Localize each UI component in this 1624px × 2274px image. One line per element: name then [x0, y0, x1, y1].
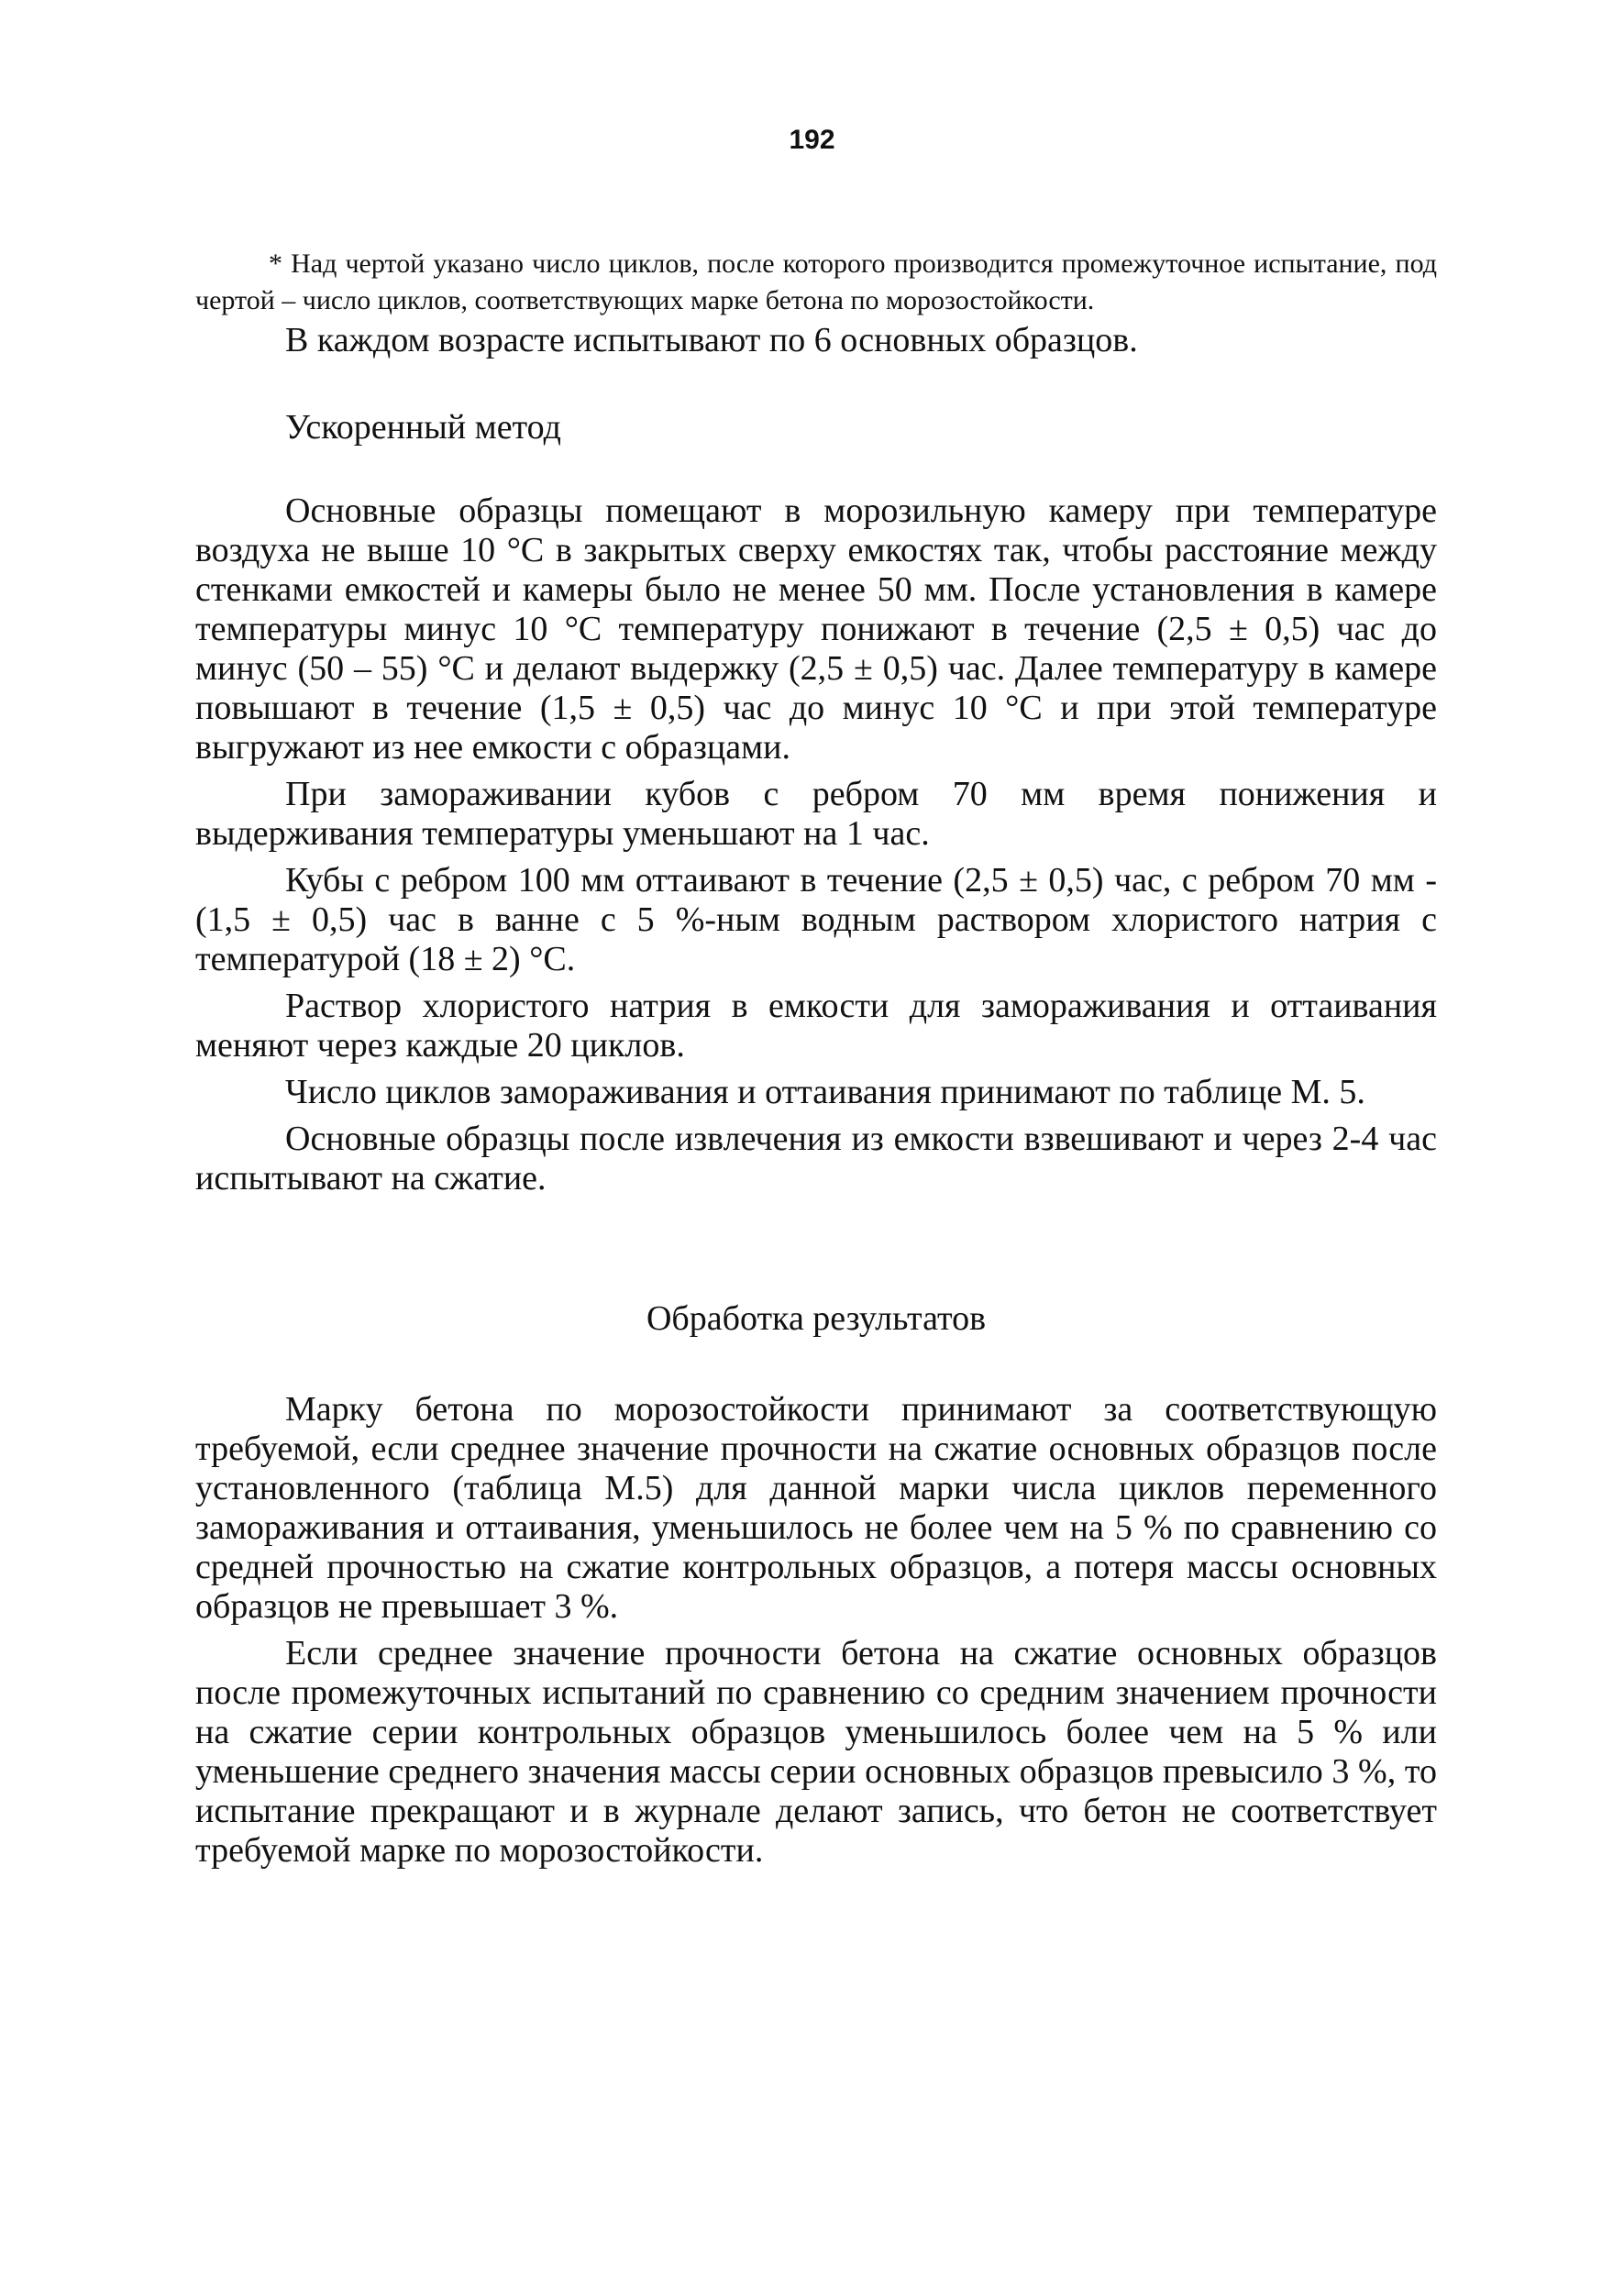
paragraph: Число циклов замораживания и оттаивания принимают по таблице М. 5. — [285, 1073, 1365, 1111]
footnote: * Над чертой указано число циклов, после которого производится промежуточное испытание, под чертой – число циклов, соответствующих марке бетона по морозостойкости. — [195, 248, 1437, 315]
section-heading-accelerated: Ускоренный метод — [285, 408, 561, 447]
paragraph: Раствор хлористого натрия в емкости для замораживания и оттаивания меняют через каждые 20 циклов. — [195, 987, 1437, 1065]
paragraph: Основные образцы после извлечения из емкости взвешивают и через 2-4 час испытывают на сжатие. — [195, 1120, 1437, 1198]
section-heading-results: Обработка результатов — [646, 1299, 987, 1338]
paragraph: Марку бетона по морозостойкости принимают за соответствующую требуемой, если среднее значение прочности на сжатие основных образцов после установленного (таблица М.5) для данной марки числа циклов переменного замораживания и оттаивания, уменьшилось не более чем на 5 % по сравнению со средней прочностью на сжатие контрольных образцов, а потеря массы основных образцов не превышает 3 %. — [195, 1390, 1437, 1626]
page-number: 192 — [789, 125, 835, 155]
paragraph: Основные образцы помещают в морозильную камеру при температуре воздуха не выше 10 °С в закрытых сверху емкостях так, чтобы расстояние между стенками емкостей и камеры было не менее 50 мм. После установления в камере температуры минус 10 °С температуру понижают в течение (2,5 ± 0,5) час до минус (50 – 55) °С и делают выдержку (2,5 ± 0,5) час. Далее температуру в камере повышают в течение (1,5 ± 0,5) час до минус 10 °С и при этой температуре выгружают из нее емкости с образцами. — [195, 491, 1437, 767]
page-content — [195, 246, 1437, 1878]
paragraph: Кубы с ребром 100 мм оттаивают в течение (2,5 ± 0,5) час, с ребром 70 мм - (1,5 ± 0,5) час в ванне с 5 %-ным водным раствором хлористого натрия с температурой (18 ± 2) °С. — [195, 861, 1437, 978]
paragraph: Если среднее значение прочности бетона на сжатие основных образцов после промежуточных испытаний по сравнению со средним значением прочности на сжатие серии контрольных образцов уменьшилось более чем на 5 % или уменьшение среднего значения массы серии основных образцов превысило 3 %, то испытание прекращают и в журнале делают запись, что бетон не соответствует требуемой марке по морозостойкости. — [195, 1634, 1437, 1870]
age-note: В каждом возрасте испытывают по 6 основных образцов. — [285, 321, 1138, 359]
paragraph: При замораживании кубов с ребром 70 мм время понижения и выдерживания температуры уменьшают на 1 час. — [195, 775, 1437, 853]
